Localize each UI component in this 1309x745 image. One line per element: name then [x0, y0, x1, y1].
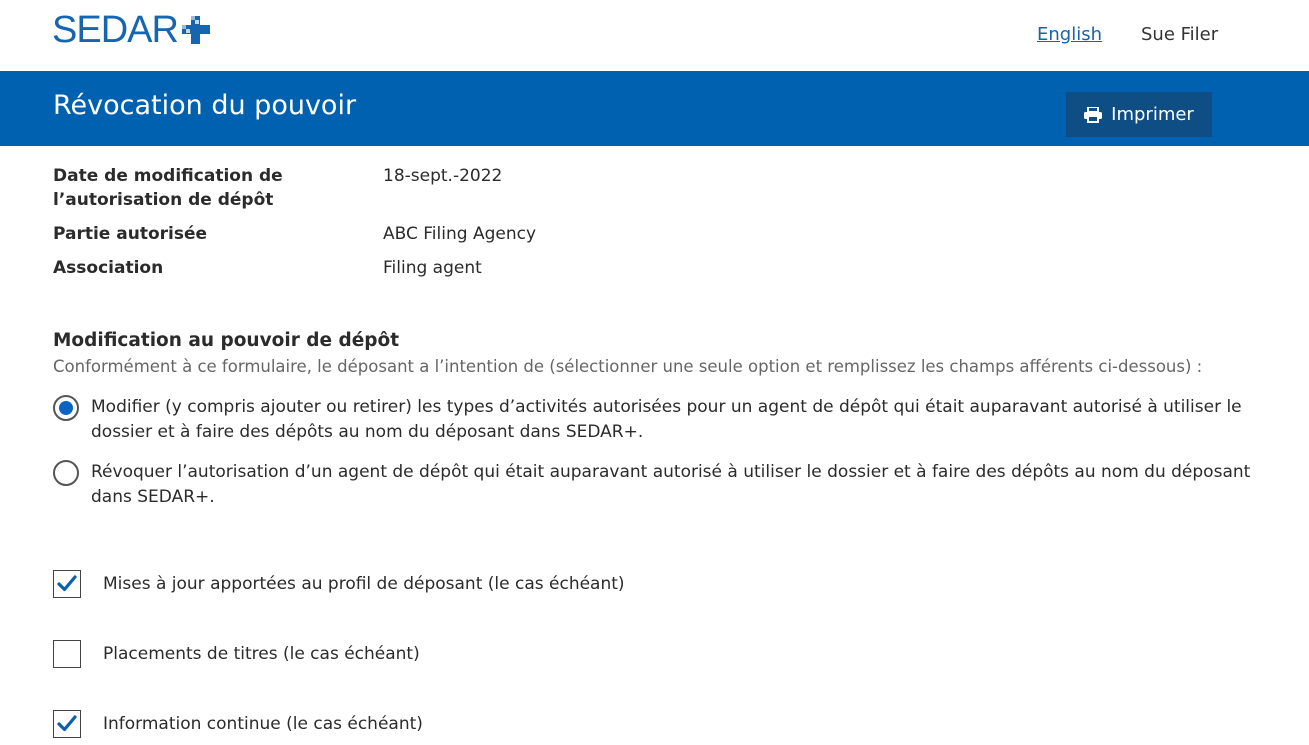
print-button[interactable] [1066, 92, 1212, 137]
detail-label-association: Association [53, 258, 164, 278]
checkbox-label-continuous-disclosure: Information continue (le cas échéant) [103, 714, 423, 734]
sedar-plus-logo[interactable] [52, 9, 212, 51]
detail-label-authorized-party: Partie autorisée [53, 224, 208, 244]
logo-text: SEDAR [52, 9, 178, 51]
checkbox-securities-offerings[interactable] [53, 640, 81, 668]
logo-plus-icon [180, 14, 212, 46]
page-title: Révocation du pouvoir [53, 90, 357, 121]
radio-label-modify-authorization: Modifier (y compris ajouter ou retirer) les types d’activités autorisées pour un agent de dépôt qui était auparavant autorisé à utiliser le dossier et à faire des dépôts au nom du déposant dans SEDAR+. [91, 397, 1242, 442]
checkbox-continuous-disclosure[interactable] [53, 710, 81, 738]
section-title-modification: Modification au pouvoir de dépôt [53, 330, 400, 351]
printer-icon [1084, 107, 1102, 123]
section-help-text: Conformément à ce formulaire, le déposant a l’intention de (sélectionner une seule option et remplissez les champs afférents ci-dessous) : [53, 357, 1203, 376]
checkmark-icon [54, 711, 79, 736]
radio-revoke-authorization[interactable] [53, 460, 79, 486]
detail-label-modification-date: Date de modification de l’autorisation de dépôt [53, 166, 283, 210]
radio-label-revoke-authorization: Révoquer l’autorisation d’un agent de dépôt qui était auparavant autorisé à utiliser le dossier et à faire des dépôts au nom du déposant dans SEDAR+. [91, 462, 1251, 507]
checkbox-label-securities-offerings: Placements de titres (le cas échéant) [103, 644, 420, 664]
checkbox-profile-updates[interactable] [53, 570, 81, 598]
detail-value-association: Filing agent [383, 258, 482, 278]
print-button-label: Imprimer [1111, 104, 1194, 125]
detail-value-authorized-party: ABC Filing Agency [383, 224, 537, 244]
user-menu[interactable]: Sue Filer [1141, 24, 1219, 45]
detail-value-modification-date: 18-sept.-2022 [383, 166, 503, 186]
radio-modify-authorization[interactable] [53, 395, 79, 421]
language-toggle-link[interactable]: English [1037, 24, 1102, 45]
checkbox-label-profile-updates: Mises à jour apportées au profil de déposant (le cas échéant) [103, 574, 625, 594]
checkmark-icon [54, 571, 79, 596]
